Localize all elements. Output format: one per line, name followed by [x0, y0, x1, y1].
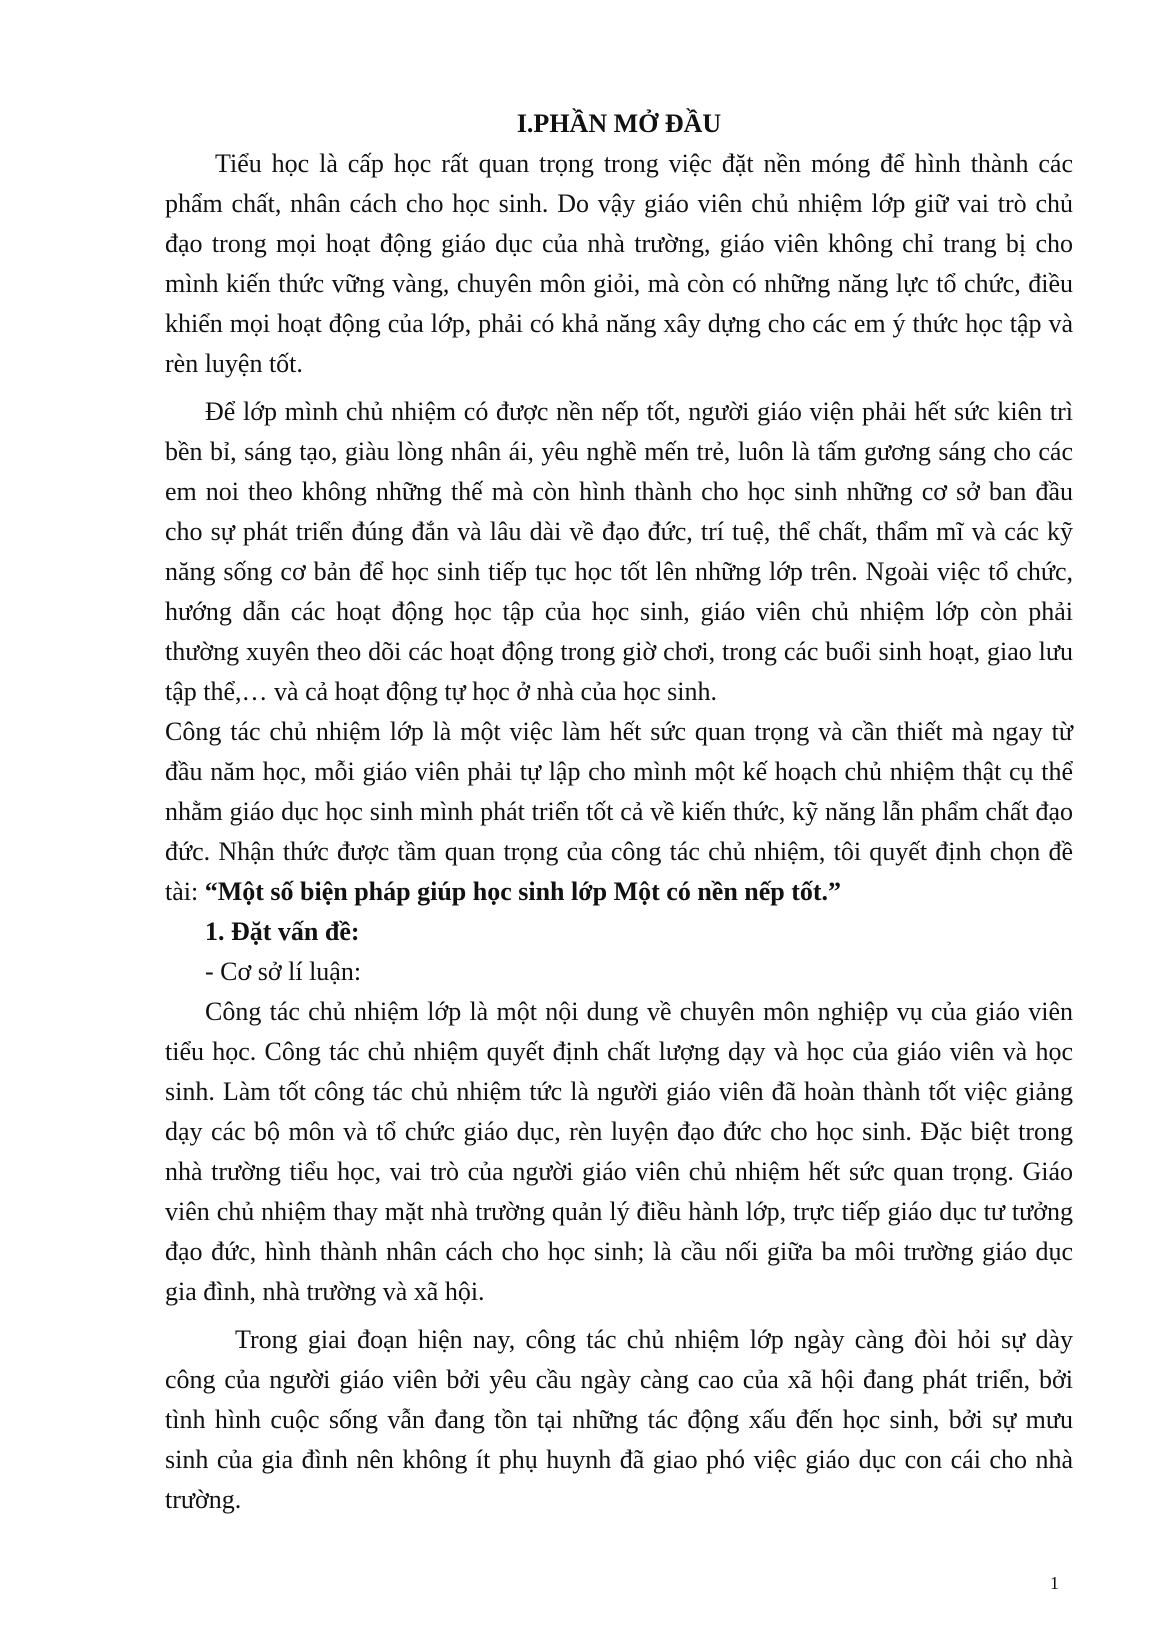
section-heading: 1. Đặt vấn đề:	[205, 917, 360, 946]
topic-title: “Một số biện pháp giúp học sinh lớp Một có nền nếp tốt.”	[204, 877, 842, 906]
intro-paragraph-2: Để lớp mình chủ nhiệm có được nền nếp tốt, người giáo viện phải hết sức kiên trì bền bỉ, sáng tạo, giàu lòng nhân ái, yêu nghề mến trẻ, luôn là tấm gương sáng cho các em noi theo không những thế mà còn hình thành cho học sinh những cơ sở ban đầu cho sự phát triển đúng đắn và lâu dài về đạo đức, trí tuệ, thể chất, thẩm mĩ và các kỹ năng sống cơ bản để học sinh tiếp tục học tốt lên những lớp trên. Ngoài việc tổ chức, hướng dẫn các hoạt động học tập của học sinh, giáo viên chủ nhiệm lớp còn phải thường xuyên theo dõi các hoạt động trong giờ chơi, trong các buổi sinh hoạt, giao lưu tập thể,… và cả hoạt động tự học ở nhà của học sinh.	[165, 397, 1073, 706]
page-title: I.PHẦN MỞ ĐẦU	[516, 109, 722, 138]
subsection-label: - Cơ sở lí luận:	[205, 957, 362, 986]
page-content	[165, 104, 1073, 1520]
intro-paragraph-3	[165, 712, 1073, 912]
theory-paragraph: Công tác chủ nhiệm lớp là một nội dung về chuyên môn nghiệp vụ của giáo viên tiểu học. Công tác chủ nhiệm quyết định chất lượng dạy và học của giáo viên và học sinh. Làm tốt công tác chủ nhiệm tức là người giáo viên đã hoàn thành tốt việc giảng dạy các bộ môn và tổ chức giáo dục, rèn luyện đạo đức cho học sinh. Đặc biệt trong nhà trường tiểu học, vai trò của người giáo viên chủ nhiệm hết sức quan trọng. Giáo viên chủ nhiệm thay mặt nhà trường quản lý điều hành lớp, trực tiếp giáo dục tư tưởng đạo đức, hình thành nhân cách cho học sinh; là cầu nối giữa ba môi trường giáo dục gia đình, nhà trường và xã hội.	[165, 997, 1073, 1306]
intro-paragraph-3-text: Công tác chủ nhiệm lớp là một việc làm hết sức quan trọng và cần thiết mà ngay từ đầu năm học, mỗi giáo viên phải tự lập cho mình một kế hoạch chủ nhiệm thật cụ thể nhằm giáo dục học sinh mình phát triển tốt cả về kiến thức, kỹ năng lẫn phẩm chất đạo đức. Nhận thức được tầm quan trọng của công tác chủ nhiệm, tôi quyết định chọn đề tài:	[165, 717, 1073, 906]
page-number: 1	[1050, 1573, 1059, 1593]
intro-paragraph-1: Tiểu học là cấp học rất quan trọng trong việc đặt nền móng để hình thành các phẩm chất, nhân cách cho học sinh. Do vậy giáo viên chủ nhiệm lớp giữ vai trò chủ đạo trong mọi hoạt động giáo dục của nhà trường, giáo viên không chỉ trang bị cho mình kiến thức vững vàng, chuyên môn giỏi, mà còn có những năng lực tổ chức, điều khiển mọi hoạt động của lớp, phải có khả năng xây dựng cho các em ý thức học tập và rèn luyện tốt.	[165, 149, 1073, 378]
current-paragraph: Trong giai đoạn hiện nay, công tác chủ nhiệm lớp ngày càng đòi hỏi sự dày công của người giáo viên bởi yêu cầu ngày càng cao của xã hội đang phát triển, bởi tình hình cuộc sống vẫn đang tồn tại những tác động xấu đến học sinh, bởi sự mưu sinh của gia đình nên không ít phụ huynh đã giao phó việc giáo dục con cái cho nhà trường.	[165, 1325, 1073, 1514]
